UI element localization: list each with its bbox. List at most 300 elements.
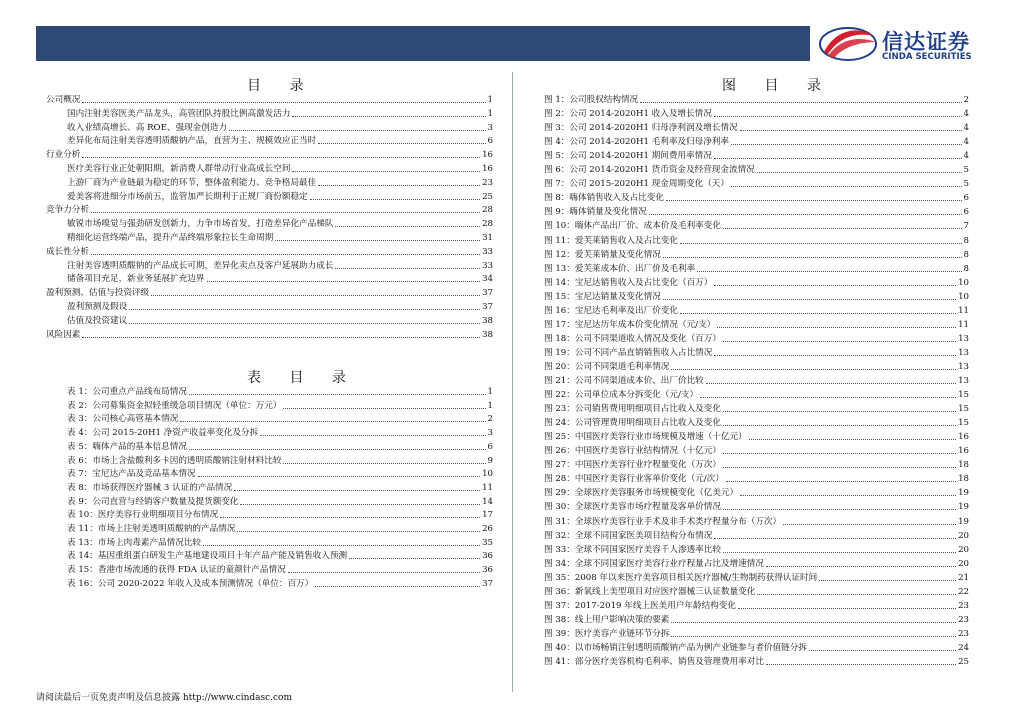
contents-entry-page: 28 xyxy=(482,205,493,216)
dot-leader xyxy=(783,524,956,525)
tables-entry[interactable] xyxy=(67,564,493,576)
dot-leader xyxy=(229,130,486,131)
dot-leader xyxy=(315,586,480,587)
figures-entry-page: 13 xyxy=(958,333,969,344)
figures-entry-title: 图 2：公司 2014-2020H1 收入及增长情况 xyxy=(544,109,712,120)
dot-leader xyxy=(714,355,956,356)
contents-entry-page: 38 xyxy=(482,329,493,340)
tables-entry-page: 2 xyxy=(487,414,493,425)
dot-leader xyxy=(82,102,485,103)
contents-entry-title: 爱美客将进细分市场前五，监管加严长期利于正规厂商份额稳定 xyxy=(67,191,308,202)
cinda-logo-icon xyxy=(818,24,880,64)
contents-entry[interactable] xyxy=(67,315,493,327)
company-logo xyxy=(818,24,998,64)
dot-leader xyxy=(700,397,956,398)
tables-entry-title: 表 9：公司直营与经销客户数量及提货额变化 xyxy=(67,496,239,507)
tables-entry-page: 3 xyxy=(487,428,493,439)
tables-entry-title: 表 3：公司核心高管基本情况 xyxy=(67,414,179,425)
dot-leader xyxy=(91,254,480,255)
tables-entry-page: 1 xyxy=(487,400,493,411)
figures-entry[interactable] xyxy=(544,122,969,134)
contents-entry-page: 25 xyxy=(482,191,493,202)
tables-entry-page: 1 xyxy=(487,387,493,397)
contents-entry-title: 储备项目充足，新业务延展扩充边界 xyxy=(67,274,205,285)
figures-entry-title: 图 3：公司 2014-2020H1 归母净利润及增长情况 xyxy=(544,123,738,134)
tables-entry[interactable] xyxy=(67,441,493,453)
contents-entry[interactable] xyxy=(67,122,493,134)
dot-leader xyxy=(723,411,956,412)
figures-entry-page: 22 xyxy=(958,586,969,597)
tables-entry-title: 表 7：宝尼达产品及竞品基本情况 xyxy=(67,469,196,480)
contents-entry-page: 33 xyxy=(482,246,493,257)
tables-entry[interactable] xyxy=(67,427,493,439)
dot-leader xyxy=(723,509,956,510)
contents-entry[interactable] xyxy=(67,301,493,313)
figures-entry[interactable] xyxy=(544,530,969,542)
figures-title: 图 目 录 xyxy=(722,78,833,94)
figures-entry-page: 4 xyxy=(963,137,969,148)
dot-leader xyxy=(283,463,485,464)
dot-leader xyxy=(731,144,962,145)
dot-leader xyxy=(766,664,956,665)
figures-entry-page: 25 xyxy=(958,657,969,667)
contents-entry-title: 精细化运营终端产品，提升产品终端形象拉长生命周期 xyxy=(67,233,274,243)
figures-entry-title: 图 15：宝尼达销量及变化情况 xyxy=(544,291,661,302)
figures-entry-title: 图 34：全球不同国家医疗美容行业疗程量占比及增速情况 xyxy=(544,558,764,569)
contents-entry-title: 公司概况 xyxy=(46,95,81,105)
figures-entry-title: 图 32：全球不同国家医美项目结构分布情况 xyxy=(544,530,713,541)
figures-entry[interactable] xyxy=(544,277,969,289)
figures-entry-page: 18 xyxy=(958,460,969,471)
figures-entry-page: 6 xyxy=(963,207,969,218)
tables-entry-title: 表 10：医疗美容行业明细项目分布情况 xyxy=(67,510,219,521)
tables-entry-title: 表 13：市场上肉毒素产品情况比较 xyxy=(67,537,201,548)
tables-entry-page: 35 xyxy=(482,537,493,548)
contents-entry-title: 估值及投资建议 xyxy=(67,315,128,326)
tables-entry[interactable] xyxy=(67,400,493,412)
contents-entry-title: 国内注射美容医美产品龙头，高管团队持股比例高激发活力 xyxy=(67,108,291,119)
figures-entry-page: 11 xyxy=(958,305,969,316)
contents-entry[interactable] xyxy=(67,218,493,230)
contents-entry-page: 16 xyxy=(482,164,493,174)
contents-entry-page: 33 xyxy=(482,260,493,271)
dot-leader xyxy=(640,102,961,103)
tables-entry-title: 表 5：嗨体产品的基本信息情况 xyxy=(67,441,187,452)
column-divider xyxy=(512,72,513,692)
contents-entry-title: 敏锐市场嗅觉与强劲研发创新力，力争市场首发，打造差异化产品梯队 xyxy=(67,219,334,230)
dot-leader xyxy=(726,481,956,482)
figures-entry[interactable] xyxy=(544,544,969,556)
contents-entry-page: 1 xyxy=(487,95,493,105)
figures-entry[interactable] xyxy=(544,628,969,640)
dot-leader xyxy=(671,636,956,637)
contents-entry[interactable] xyxy=(67,191,493,203)
figures-entry[interactable] xyxy=(544,94,969,106)
dot-leader xyxy=(180,421,485,422)
dot-leader xyxy=(292,116,485,117)
contents-entry[interactable] xyxy=(46,204,493,216)
dot-leader xyxy=(809,650,956,651)
figures-entry[interactable] xyxy=(544,501,969,513)
figures-entry-page: 15 xyxy=(958,404,969,415)
dot-leader xyxy=(349,558,480,559)
figures-entry[interactable] xyxy=(544,473,969,485)
dot-leader xyxy=(697,271,961,272)
figures-entry-page: 23 xyxy=(958,628,969,639)
tables-entry[interactable] xyxy=(67,455,493,467)
dot-leader xyxy=(220,517,480,518)
tables-entry-page: 14 xyxy=(482,496,493,507)
dot-leader xyxy=(260,435,485,436)
figures-entry-page: 5 xyxy=(963,179,969,190)
figures-entry[interactable] xyxy=(544,487,969,499)
figures-entry-page: 10 xyxy=(958,291,969,302)
dot-leader xyxy=(240,504,480,505)
contents-entry[interactable] xyxy=(46,329,493,341)
dot-leader xyxy=(310,199,480,200)
dot-leader xyxy=(671,622,956,623)
contents-entry-page: 16 xyxy=(482,150,493,161)
tables-entry-page: 37 xyxy=(482,578,493,589)
contents-entry[interactable] xyxy=(67,260,493,272)
contents-entry-title: 盈利预测及假设 xyxy=(67,302,128,312)
figures-entry-page: 8 xyxy=(963,263,969,274)
tables-entry[interactable] xyxy=(67,386,493,398)
figures-entry[interactable] xyxy=(544,263,969,275)
dot-leader xyxy=(275,240,480,241)
tables-entry-page: 9 xyxy=(487,455,493,466)
figures-entry[interactable] xyxy=(544,291,969,303)
figures-entry[interactable] xyxy=(544,249,969,261)
tables-entry[interactable] xyxy=(67,482,493,494)
dot-leader xyxy=(318,185,480,186)
figures-entry-page: 23 xyxy=(958,600,969,611)
contents-entry[interactable] xyxy=(46,94,493,106)
figures-entry[interactable] xyxy=(544,389,969,401)
figures-entry[interactable] xyxy=(544,459,969,471)
dot-leader xyxy=(129,309,480,310)
figures-entry[interactable] xyxy=(544,206,969,218)
figures-entry[interactable] xyxy=(544,164,969,176)
tables-entry-page: 36 xyxy=(482,565,493,576)
figures-entry-page: 15 xyxy=(958,390,969,401)
contents-entry-page: 3 xyxy=(487,122,493,133)
tables-entry-title: 表 4：公司 2015-20H1 净资产收益率变化及分拆 xyxy=(67,428,259,439)
dot-leader xyxy=(207,281,481,282)
dot-leader xyxy=(717,327,956,328)
figures-entry-page: 4 xyxy=(963,109,969,120)
contents-entry[interactable] xyxy=(67,232,493,244)
dot-leader xyxy=(671,369,956,370)
figures-entry-page: 5 xyxy=(963,165,969,176)
contents-entry-page: 6 xyxy=(487,136,493,147)
figures-entry[interactable] xyxy=(544,558,969,570)
contents-entry-page: 37 xyxy=(482,288,493,299)
dot-leader xyxy=(129,323,480,324)
tables-entry-title: 表 14：基因重组蛋白研发生产基地建设项目十年产品产能及销售收入预测 xyxy=(67,551,348,562)
dot-leader xyxy=(283,408,485,409)
dot-leader xyxy=(318,143,485,144)
figures-entry-page: 13 xyxy=(958,347,969,358)
tables-title: 表 目 录 xyxy=(247,370,358,386)
figures-entry[interactable] xyxy=(544,403,969,415)
figures-entry-page: 4 xyxy=(963,151,969,162)
figures-entry[interactable] xyxy=(544,614,969,626)
dot-leader xyxy=(714,158,962,159)
dot-leader xyxy=(663,257,962,258)
dot-leader xyxy=(714,538,956,539)
tables-entry-title: 表 16：公司 2020-2022 年收入及成本预测情况（单位：百万） xyxy=(67,578,314,589)
dot-leader xyxy=(723,228,962,229)
brand-name-en: CINDA SECURITIES xyxy=(882,52,972,62)
figures-entry-page: 19 xyxy=(958,502,969,513)
figures-entry-title: 图 10：嗨体产品出厂价、成本价及毛利率变化 xyxy=(544,221,721,232)
dot-leader xyxy=(731,186,962,187)
figures-entry-page: 4 xyxy=(963,123,969,134)
tables-entry-title: 表 2：公司募集资金拟轻重缓急项目情况（单位：万元） xyxy=(67,400,282,411)
contents-entry-title: 注射美容透明质酸钠的产品成长可期，差异化卖点及客户延展助力成长 xyxy=(67,260,334,271)
dot-leader xyxy=(738,608,956,609)
tables-entry-title: 表 8：市场获得医疗器械 3 认证的产品情况 xyxy=(67,482,233,493)
figures-entry-page: 19 xyxy=(958,516,969,527)
figures-entry-title: 图 1：公司股权结构情况 xyxy=(544,95,639,105)
dot-leader xyxy=(680,243,962,244)
figures-entry-page: 10 xyxy=(958,277,969,288)
dot-leader xyxy=(663,299,956,300)
figures-entry[interactable] xyxy=(544,150,969,162)
figures-entry-title: 图 18：公司不同渠道收入情况及变化（百万） xyxy=(544,333,721,344)
figures-entry[interactable] xyxy=(544,586,969,598)
dot-leader xyxy=(723,453,956,454)
contents-entry-title: 风险因素 xyxy=(46,329,81,340)
figures-entry-page: 8 xyxy=(963,235,969,246)
tables-entry-page: 17 xyxy=(482,510,493,521)
figures-entry-title: 图 38：线上用户影响决策的要素 xyxy=(544,614,670,625)
figures-entry[interactable] xyxy=(544,333,969,345)
contents-entry-page: 23 xyxy=(482,177,493,188)
figures-entry[interactable] xyxy=(544,361,969,373)
tables-entry-title: 表 1：公司重点产品线布局情况 xyxy=(67,387,187,397)
figures-entry-page: 21 xyxy=(958,572,969,583)
figures-entry-title: 图 7：公司 2015-2020H1 现金周期变化（天） xyxy=(544,179,729,190)
tables-entry-title: 表 6：市场上含盐酸利多卡因的透明质酸钠注射材料比较 xyxy=(67,455,282,466)
figures-entry[interactable] xyxy=(544,235,969,247)
tables-entry-title: 表 15：香港市场流通的获得 FDA 认证的童颜针产品情况 xyxy=(67,565,286,576)
dot-leader xyxy=(757,594,956,595)
figures-entry-title: 图 8：嗨体销售收入及占比变化 xyxy=(544,193,664,204)
figures-entry-title: 图 20：公司不同渠道毛利率情况 xyxy=(544,361,670,372)
dot-leader xyxy=(723,552,956,553)
contents-entry-page: 1 xyxy=(487,108,493,119)
figures-entry-page: 20 xyxy=(958,530,969,541)
figures-entry-page: 13 xyxy=(958,361,969,372)
figures-entry-page: 23 xyxy=(958,614,969,625)
figures-entry-title: 图 5：公司 2014-2020H1 期间费用率情况 xyxy=(544,151,712,162)
contents-entry-title: 上游厂商为产业链最为稳定的环节，整体盈利能力、竞争格局最佳 xyxy=(67,177,317,188)
tables-entry[interactable] xyxy=(67,413,493,425)
contents-entry-page: 28 xyxy=(482,219,493,230)
figures-entry[interactable] xyxy=(544,656,969,668)
tables-entry[interactable] xyxy=(67,509,493,521)
contents-entry[interactable] xyxy=(67,273,493,285)
figures-entry-title: 图 28：中国医疗美容行业客单价变化（元/次） xyxy=(544,474,724,485)
figures-entry-title: 图 22：公司单位成本分拆变化（元/支） xyxy=(544,390,699,401)
figures-entry-title: 图 4：公司 2014-2020H1 毛利率及归母净利率 xyxy=(544,137,729,148)
dot-leader xyxy=(292,171,480,172)
dot-leader xyxy=(288,572,480,573)
figures-entry[interactable] xyxy=(544,136,969,148)
tables-entry[interactable] xyxy=(67,537,493,549)
contents-entry[interactable] xyxy=(67,135,493,147)
figures-entry-title: 图 23：公司销售费用明细项目占比收入及变化 xyxy=(544,404,721,415)
tables-entry-title: 表 11：市场上注射美透明质酸钠的产品情况 xyxy=(67,524,236,534)
figures-entry-title: 图 6：公司 2014-2020H1 货币资金及经营现金流情况 xyxy=(544,165,755,176)
figures-entry[interactable] xyxy=(544,220,969,232)
contents-entry-title: 竞争力分析 xyxy=(46,205,89,216)
contents-entry-title: 成长性分析 xyxy=(46,246,89,257)
figures-entry[interactable] xyxy=(544,572,969,584)
figures-entry[interactable] xyxy=(544,642,969,654)
dot-leader xyxy=(189,394,486,395)
dot-leader xyxy=(649,214,962,215)
tables-entry-page: 36 xyxy=(482,551,493,562)
tables-entry[interactable] xyxy=(67,496,493,508)
tables-entry[interactable] xyxy=(67,550,493,562)
tables-entry[interactable] xyxy=(67,468,493,480)
figures-entry-title: 图 30：全球医疗美容市场疗程量及客单价情况 xyxy=(544,502,721,513)
figures-entry[interactable] xyxy=(544,192,969,204)
figures-entry-page: 13 xyxy=(958,376,969,386)
figures-entry-title: 图 9：嗨体销量及变化情况 xyxy=(544,207,647,218)
figures-entry-title: 图 41：部分医疗美容机构毛利率、销售及管理费用率对比 xyxy=(544,657,764,667)
figures-entry-page: 6 xyxy=(963,193,969,204)
dot-leader xyxy=(723,341,956,342)
dot-leader xyxy=(237,531,480,532)
figures-entry-title: 图 40：以市场畅销注射透明质酸钠产品为例产业链参与者价值链分拆 xyxy=(544,642,807,653)
figures-entry-page: 8 xyxy=(963,249,969,260)
figures-entry-title: 图 36：新氧线上美型项目对应医疗器械三认证数量变化 xyxy=(544,586,756,597)
header-bar xyxy=(36,26,810,61)
figures-entry-title: 图 11：爱芙莱销售收入及占比变化 xyxy=(544,235,678,246)
figures-entry-title: 图 19：公司不同产品直销销售收入占比情况 xyxy=(544,347,713,358)
figures-entry-page: 18 xyxy=(958,474,969,485)
dot-leader xyxy=(740,130,962,131)
figures-entry-title: 图 39：医疗美容产业链环节分拆 xyxy=(544,628,670,639)
dot-leader xyxy=(335,226,480,227)
figures-entry-page: 24 xyxy=(958,642,969,653)
tables-entry[interactable] xyxy=(67,578,493,590)
contents-entry[interactable] xyxy=(67,177,493,189)
figures-entry[interactable] xyxy=(544,417,969,429)
figures-entry-title: 图 26：中国医疗美容行业结构情况（十亿元） xyxy=(544,446,721,457)
dot-leader xyxy=(203,545,480,546)
dot-leader xyxy=(723,425,956,426)
dot-leader xyxy=(740,495,956,496)
contents-entry-title: 差异化布局注射美容透明质酸钠产品，直营为主、规模效应正当时 xyxy=(67,136,317,147)
figures-entry[interactable] xyxy=(544,305,969,317)
figures-entry-page: 2 xyxy=(963,95,969,105)
figures-entry[interactable] xyxy=(544,600,969,612)
figures-entry-title: 图 17：宝尼达历年成本价变化情况（元/支） xyxy=(544,319,716,330)
figures-entry[interactable] xyxy=(544,431,969,443)
contents-entry[interactable] xyxy=(46,287,493,299)
figures-entry-title: 图 37：2017-2019 年线上医美用户年龄结构变化 xyxy=(544,600,736,611)
tables-entry-page: 11 xyxy=(482,482,493,493)
tables-entry[interactable] xyxy=(67,523,493,535)
contents-entry-page: 31 xyxy=(482,233,493,243)
figures-entry-page: 19 xyxy=(958,488,969,499)
contents-entry[interactable] xyxy=(67,163,493,175)
dot-leader xyxy=(714,285,956,286)
contents-entry-page: 37 xyxy=(482,302,493,312)
figures-entry-title: 图 29：全球医疗美容服务市场规模变化（亿美元） xyxy=(544,488,739,499)
dot-leader xyxy=(757,172,962,173)
contents-entry-page: 34 xyxy=(482,274,493,285)
dot-leader xyxy=(335,268,480,269)
contents-entry-title: 医疗美容行业正处朝阳期，新消费人群带动行业高成长空间 xyxy=(67,164,291,174)
figures-entry[interactable] xyxy=(544,319,969,331)
tables-entry-page: 10 xyxy=(482,469,493,480)
figures-entry-title: 图 35：2008 年以来医疗美容项目相关医疗器械/生物制药获得认证时间 xyxy=(544,572,818,583)
figures-entry[interactable] xyxy=(544,516,969,528)
dot-leader xyxy=(82,157,480,158)
dot-leader xyxy=(723,467,956,468)
tables-entry-page: 26 xyxy=(482,524,493,534)
figures-entry-title: 图 14：宝尼达销售收入及占比变化（百万） xyxy=(544,277,713,288)
dot-leader xyxy=(82,337,480,338)
dot-leader xyxy=(714,116,962,117)
contents-entry[interactable] xyxy=(46,149,493,161)
dot-leader xyxy=(706,383,956,384)
dot-leader xyxy=(819,580,956,581)
figures-entry-page: 7 xyxy=(963,221,969,232)
dot-leader xyxy=(766,566,956,567)
dot-leader xyxy=(666,200,962,201)
figures-entry-page: 20 xyxy=(958,544,969,555)
figures-entry-title: 图 13：爱芙莱成本价、出厂价及毛利率 xyxy=(544,263,696,274)
figures-entry-title: 图 31：全球医疗美容行业手术及非手术类疗程量分布（万次） xyxy=(544,516,782,527)
figures-entry-page: 11 xyxy=(958,319,969,330)
contents-entry-title: 收入业绩高增长、高 ROE、强现金创造力 xyxy=(67,122,228,133)
contents-entry[interactable] xyxy=(67,108,493,120)
dot-leader xyxy=(189,449,486,450)
footer-disclaimer: 请阅读最后一页免责声明及信息披露 http://www.cindasc.com xyxy=(36,693,293,703)
figures-entry-title: 图 27：中国医疗美容行业疗程量变化（万次） xyxy=(544,460,721,471)
figures-entry-title: 图 24：公司管理费用明细项目占比收入及变化 xyxy=(544,418,721,429)
figures-entry-title: 图 16：宝尼达毛利率及出厂价变化 xyxy=(544,305,678,316)
figures-entry[interactable] xyxy=(544,108,969,120)
figures-entry-title: 图 33：全球不同国家医疗美容千人渗透率比较 xyxy=(544,544,721,555)
brand-name-cn: 信达证券 xyxy=(882,30,970,54)
figures-entry-page: 16 xyxy=(958,446,969,457)
figures-entry[interactable] xyxy=(544,347,969,359)
contents-entry-page: 38 xyxy=(482,315,493,326)
figures-entry[interactable] xyxy=(544,178,969,190)
figures-entry[interactable] xyxy=(544,375,969,387)
figures-entry-page: 15 xyxy=(958,418,969,429)
dot-leader xyxy=(680,313,956,314)
figures-entry[interactable] xyxy=(544,445,969,457)
contents-entry-title: 盈利预测、估值与投资评级 xyxy=(46,288,150,299)
figures-entry-page: 20 xyxy=(958,558,969,569)
dot-leader xyxy=(91,212,480,213)
figures-entry-title: 图 21：公司不同渠道成本价、出厂价比较 xyxy=(544,376,704,386)
figures-entry-page: 16 xyxy=(958,432,969,443)
contents-entry-title: 行业分析 xyxy=(46,150,81,161)
dot-leader xyxy=(749,439,956,440)
contents-entry[interactable] xyxy=(46,246,493,258)
dot-leader xyxy=(198,476,481,477)
